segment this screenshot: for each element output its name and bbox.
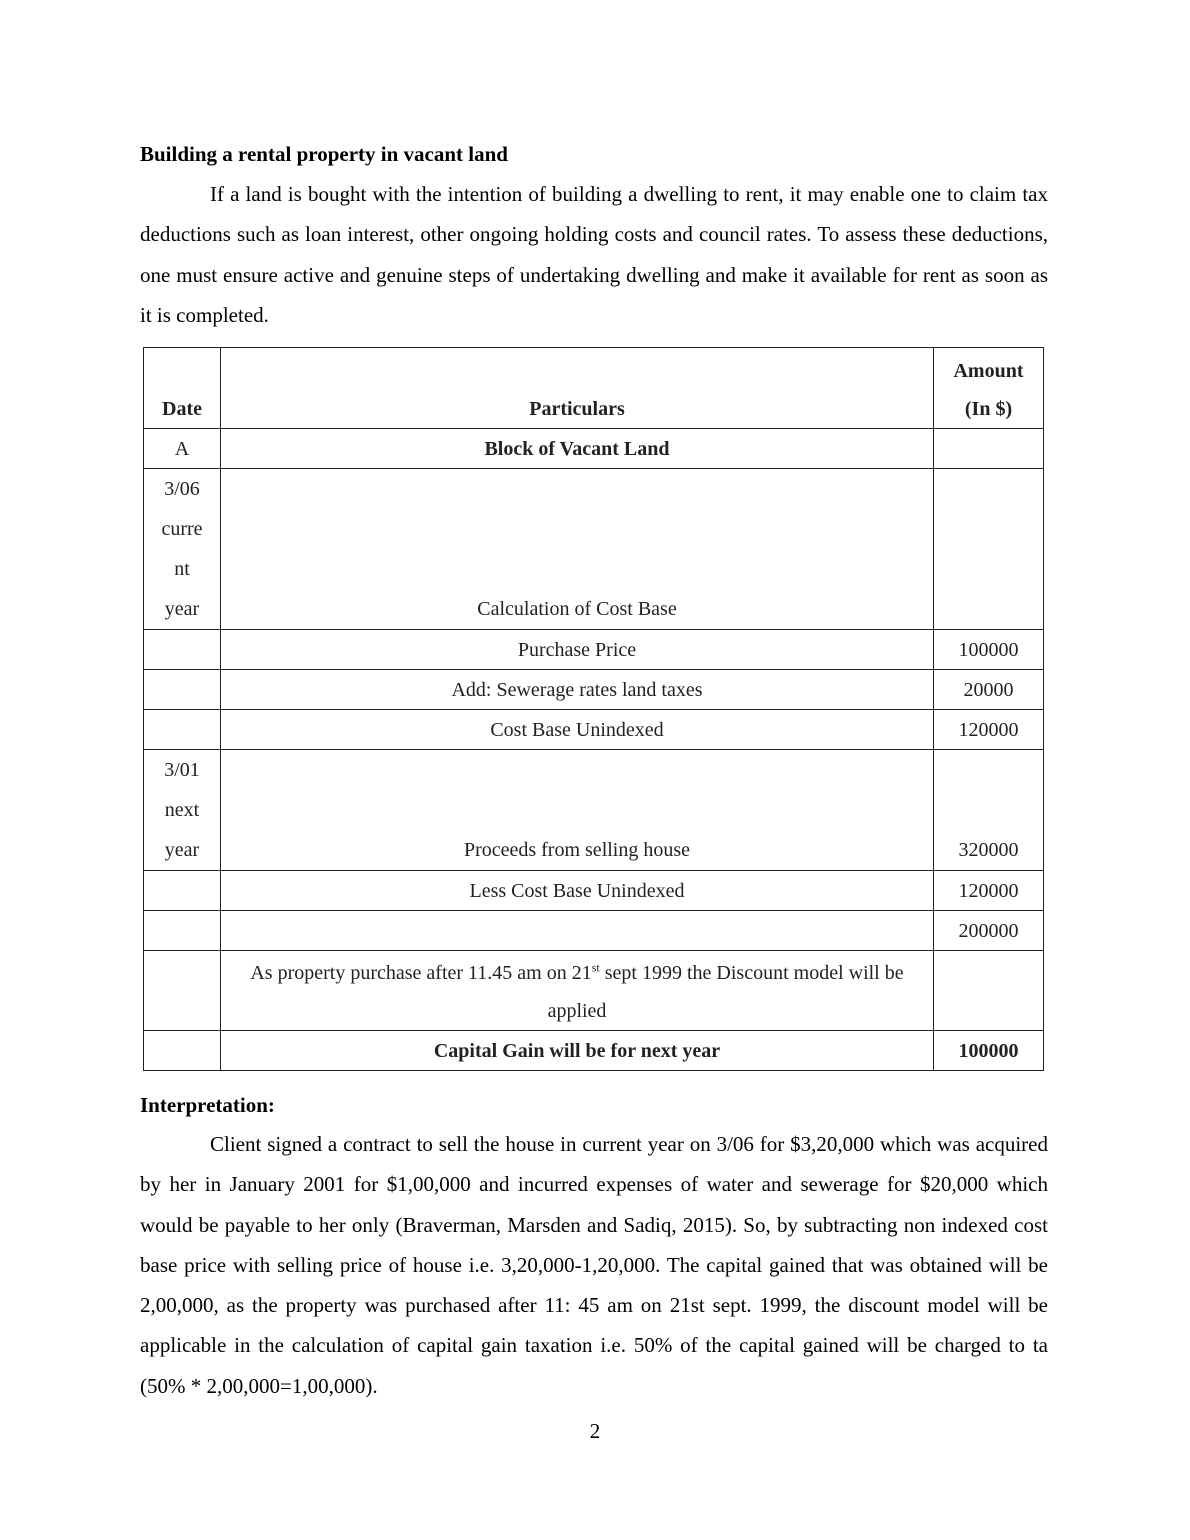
table-row <box>144 750 1044 871</box>
row-date <box>144 911 221 951</box>
row-particulars: Calculation of Cost Base <box>221 469 934 630</box>
row-particulars: Add: Sewerage rates land taxes <box>221 670 934 710</box>
row-amount <box>934 469 1044 630</box>
page-number: 2 <box>589 1419 601 1443</box>
row-date-line: 3/01 <box>164 759 200 781</box>
row-date <box>144 951 221 1031</box>
table-row <box>144 951 1044 1031</box>
row-date <box>144 750 221 871</box>
table-row <box>144 630 1044 670</box>
table-row <box>144 429 1044 469</box>
table-row <box>144 911 1044 951</box>
row-date-line: year <box>164 598 200 620</box>
cost-base-table <box>143 347 1044 1071</box>
header-amount <box>934 348 1044 429</box>
row-date <box>144 1031 221 1071</box>
section-heading: Building a rental property in vacant land <box>140 142 508 166</box>
row-particulars <box>221 911 934 951</box>
row-date-line: year <box>164 839 200 861</box>
intro-paragraph-text: If a land is bought with the intention of building a dwelling to rent, it may enable one to claim tax deductions such as loan interest, other ongoing holding costs and council rates. To assess these deductions, one must ensure active and genuine steps of undertaking dwelling and make it available for rent as soon as it is completed. <box>140 182 1048 327</box>
row-amount: 320000 <box>934 750 1044 871</box>
row-date <box>144 630 221 670</box>
header-particulars: Particulars <box>221 348 934 429</box>
interpretation-paragraph <box>140 1124 1048 1406</box>
ordinal-suffix: st <box>591 960 600 975</box>
row-date-line: 3/06 <box>164 478 200 500</box>
row-amount: 100000 <box>934 630 1044 670</box>
row-date <box>144 670 221 710</box>
row-date-line: curre <box>161 518 203 540</box>
row-particulars: Less Cost Base Unindexed <box>221 871 934 911</box>
row-date <box>144 710 221 750</box>
row-amount: 200000 <box>934 911 1044 951</box>
row-date-line: next <box>164 799 200 821</box>
row-amount: 20000 <box>934 670 1044 710</box>
header-amount-line1: Amount <box>953 360 1024 382</box>
row-date <box>144 469 221 630</box>
row-date <box>144 871 221 911</box>
row-date: A <box>144 429 221 469</box>
row-particulars: Capital Gain will be for next year <box>221 1031 934 1071</box>
interpretation-heading: Interpretation: <box>140 1093 275 1117</box>
header-amount-line2: (In $) <box>964 398 1013 420</box>
table-row <box>144 670 1044 710</box>
row-amount <box>934 429 1044 469</box>
row-particulars: Cost Base Unindexed <box>221 710 934 750</box>
row-amount: 100000 <box>934 1031 1044 1071</box>
table-row <box>144 871 1044 911</box>
discount-note-part2: sept 1999 the Discount model will be applied <box>547 962 904 1022</box>
row-amount <box>934 951 1044 1031</box>
discount-note-part1: As property purchase after 11.45 am on 21 <box>250 962 592 984</box>
table-row <box>144 710 1044 750</box>
row-particulars <box>221 951 934 1031</box>
intro-paragraph <box>140 174 1048 335</box>
interpretation-paragraph-text: Client signed a contract to sell the house in current year on 3/06 for $3,20,000 which was acquired by her in January 2001 for $1,00,000 and incurred expenses of water and sewerage for $20,000 which would be payable to her only (Braverman, Marsden and Sadiq, 2015). So, by subtracting non indexed cost base price with selling price of house i.e. 3,20,000-1,20,000. The capital gained that was obtained will be 2,00,000, as the property was purchased after 11: 45 am on 21st sept. 1999, the discount model will be applicable in the calculation of capital gain taxation i.e. 50% of the capital gained will be charged to ta (50% * 2,00,000=1,00,000). <box>140 1132 1048 1398</box>
row-particulars: Proceeds from selling house <box>221 750 934 871</box>
table-header-row <box>144 348 1044 429</box>
row-particulars: Purchase Price <box>221 630 934 670</box>
row-amount: 120000 <box>934 710 1044 750</box>
header-date: Date <box>144 348 221 429</box>
row-amount: 120000 <box>934 871 1044 911</box>
table-row <box>144 469 1044 630</box>
row-particulars: Block of Vacant Land <box>221 429 934 469</box>
table-row <box>144 1031 1044 1071</box>
row-date-line: nt <box>174 558 190 580</box>
